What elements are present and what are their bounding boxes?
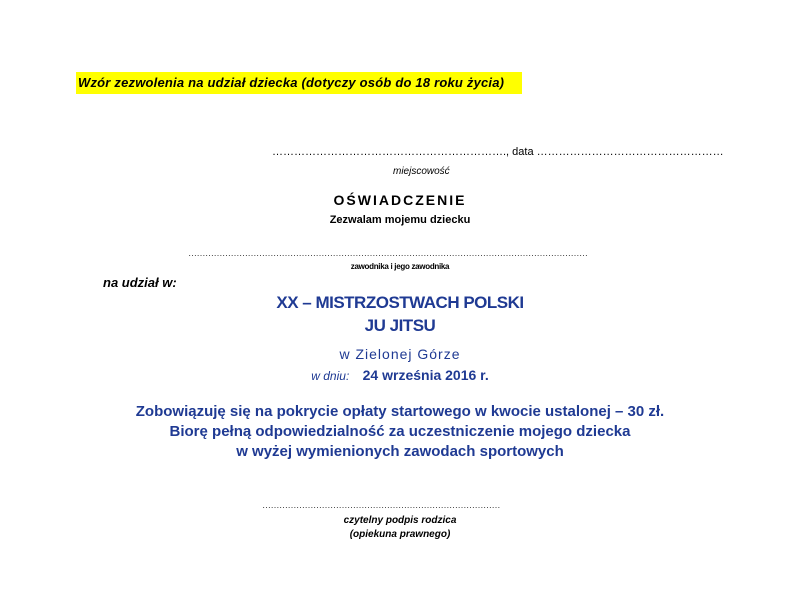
participation-label: na udział w: [103,275,177,290]
header-banner: Wzór zezwolenia na udział dziecka (dotyczy osób do 18 roku życia) [76,72,522,94]
place-date-line: ………………………………………………………., data …………………………………………… [272,146,724,158]
event-date-row [0,367,800,385]
place-caption: miejscowość [393,166,450,177]
event-name-line2: JU JITSU [364,316,436,335]
signature-caption: czytelny podpis rodzica [343,515,457,526]
event-name-line1: XX – MISTRZOSTWACH POLSKI [276,293,524,312]
document-subtitle: Zezwalam mojemu dziecku [329,214,471,226]
signature-caption-guardian: (opiekuna prawnego) [349,529,451,540]
declaration-line1: Zobowiązuję się na pokrycie opłaty startowego w kwocie ustalonej – 30 zł. [135,403,665,420]
child-name-line: …………………………………………………………………………………………………………………………… [188,248,588,258]
event-location: w Zielonej Górze [339,346,461,362]
event-date-prefix: w dniu: [311,369,350,383]
child-name-caption: zawodnika i jego zawodnika [350,262,450,271]
document-title: OŚWIADCZENIE [333,192,467,208]
signature-line: ………………………………………………………………………… [262,500,500,510]
declaration-line3: w wyżej wymienionych zawodach sportowych [236,443,564,460]
declaration-line2: Biorę pełną odpowiedzialność za uczestniczenie mojego dziecka [169,423,631,440]
event-date-value: 24 września 2016 r. [362,367,489,383]
